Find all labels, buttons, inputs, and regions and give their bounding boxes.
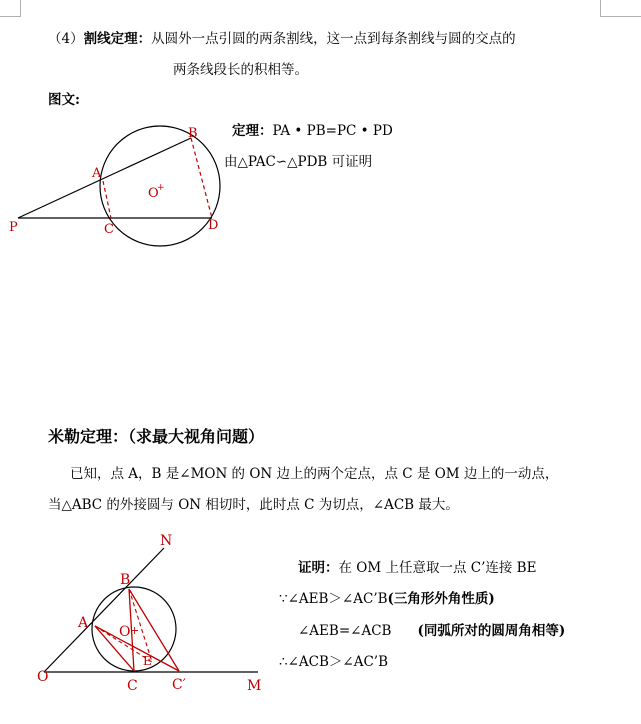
label-m: M [247,678,262,694]
label-p: P [9,220,18,235]
proof-text: 在 OM 上任意取一点 C’连接 BE [338,560,537,576]
miller-title: 米勒定理：（求最大视角问题） [48,427,265,446]
proof-step2-a: ∠AEB=∠ACB [298,623,392,639]
miller-para-line1: 已知，点 A，B 是∠MON 的 ON 边上的两个定点，点 C 是 OM 边上的一动点， [70,466,559,482]
proof-step3: ∴∠ACB＞∠AC’B [279,654,389,670]
secant-intro-title: 割线定理： [83,31,152,47]
proof-label: 证明： [298,560,339,576]
label-n: N [160,533,173,549]
secant-proof-line: 由△PAC∽△PDB 可证明 [224,154,373,170]
center-mark-o: + [157,183,165,193]
label-c-point: C [127,678,138,694]
label-e: E [143,654,152,668]
label-o-vertex: O [37,669,49,685]
secant-intro-prefix: （4） [48,31,84,47]
label-a: A [92,166,102,181]
miller-para-line2: 当△ABC 的外接圆与 ON 相切时，此时点 C 为切点，∠ACB 最大。 [48,497,459,513]
figure-heading: 图文: [48,92,80,108]
center-mark: + [130,624,140,637]
proof-step2-b: (同弧所对的圆周角相等) [417,623,566,639]
secant-intro-text: 从圆外一点引圆的两条割线，这一点到每条割线与圆的交点的 [151,31,516,47]
label-b: B [188,126,198,141]
proof-step1-a: ∵∠AEB＞∠AC’B [279,591,388,607]
label-o-center: O [119,624,131,640]
proof-step1-b: (三角形外角性质) [387,591,495,607]
label-o: O [148,186,159,201]
label-c: C [104,222,114,237]
secant-intro-line2: 两条线段长的积相等。 [173,62,308,78]
label-a2: A [78,615,89,631]
label-c-prime: C′ [172,677,186,693]
theorem-label: 定理： [232,123,273,139]
label-d: D [208,218,219,233]
theorem-formula: PA • PB=PC • PD [272,123,393,139]
label-b2: B [120,572,131,588]
